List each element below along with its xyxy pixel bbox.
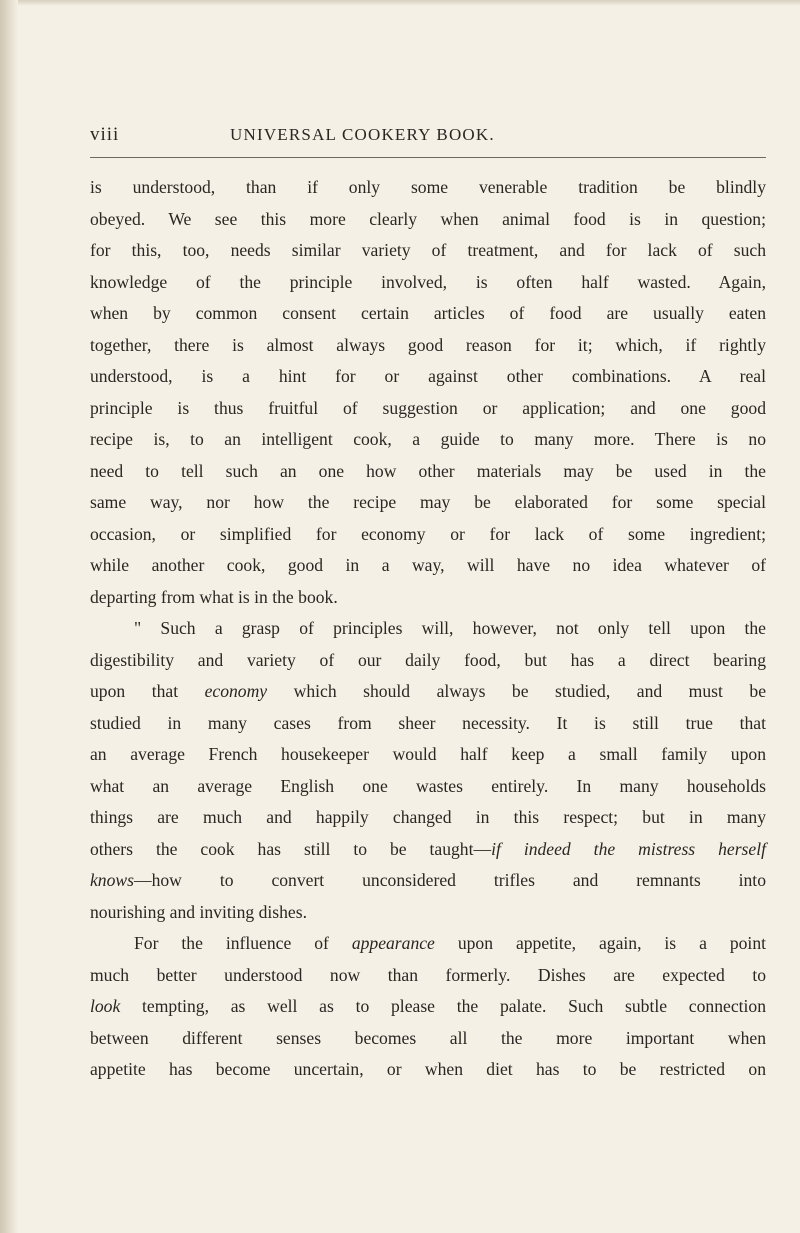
text-line: nourishing and inviting dishes. [90, 901, 307, 922]
text-line: appetite has become uncertain, or when diet has to be restricted on [90, 1059, 766, 1079]
text-line: understood, is a hint for or against other combinations. A real [90, 366, 766, 386]
text-line [90, 834, 766, 866]
italic-run: economy [204, 681, 268, 701]
text-line: an average French housekeeper would half keep a small family upon [90, 744, 766, 764]
text-line: studied in many cases from sheer necessity. It is still true that [90, 712, 766, 733]
page-number: viii [90, 124, 120, 145]
text-run: tempting, as well as to please the palate. Such subtle connection [120, 996, 766, 1016]
text-line [90, 991, 766, 1023]
text-line: for this, too, needs similar variety of treatment, and for lack of such [90, 240, 766, 260]
text-line [90, 865, 766, 897]
text-line: occasion, or simplified for economy or for lack of some ingredient; [90, 523, 766, 544]
page-header [90, 124, 730, 148]
text-line: together, there is almost always good reason for it; which, if rightly [90, 334, 766, 355]
text-run: upon appetite, again, is a point [434, 933, 766, 953]
text-run: others the cook has still to be taught— [90, 838, 492, 859]
text-line: when by common consent certain articles of food are usually eaten [90, 303, 766, 323]
text-line [90, 676, 766, 708]
text-run: —how to convert unconsidered trifles and remnants into [133, 870, 766, 890]
body-text [90, 172, 766, 1086]
page-gutter-shadow [0, 0, 18, 1233]
running-head: UNIVERSAL COOKERY BOOK. [230, 125, 495, 144]
text-line: " Such a grasp of principles will, however, not only tell upon the [134, 618, 766, 638]
text-line: things are much and happily changed in this respect; but in many [90, 807, 766, 827]
text-line: departing from what is in the book. [90, 586, 338, 607]
text-line: what an average English one wastes entirely. In many households [90, 775, 766, 796]
text-line: same way, nor how the recipe may be elaborated for some special [90, 492, 766, 512]
text-line: need to tell such an one how other materials may be used in the [90, 460, 766, 481]
text-line: much better understood now than formerly. Dishes are expected to [90, 964, 766, 985]
text-run: upon that [90, 681, 205, 701]
text-line: is understood, than if only some venerable tradition be blindly [90, 177, 766, 197]
text-line: digestibility and variety of our daily food, but has a direct bearing [90, 649, 766, 670]
text-line: knowledge of the principle involved, is often half wasted. Again, [90, 271, 766, 292]
page-top-edge [0, 0, 800, 6]
text-line: between different senses becomes all the more important when [90, 1027, 766, 1048]
text-line: obeyed. We see this more clearly when animal food is in question; [90, 208, 766, 229]
italic-run: look [90, 996, 121, 1016]
italic-run: knows [90, 870, 134, 890]
text-run: For the influence of [134, 933, 352, 953]
text-run: which should always be studied, and must be [267, 681, 767, 701]
text-line: principle is thus fruitful of suggestion or application; and one good [90, 397, 766, 418]
header-rule [90, 157, 766, 158]
text-line: while another cook, good in a way, will have no idea whatever of [90, 555, 766, 575]
text-line [90, 928, 766, 960]
italic-run: if indeed the mistress herself [491, 838, 766, 859]
italic-run: appearance [351, 933, 435, 953]
text-line: recipe is, to an intelligent cook, a guide to many more. There is no [90, 429, 766, 449]
